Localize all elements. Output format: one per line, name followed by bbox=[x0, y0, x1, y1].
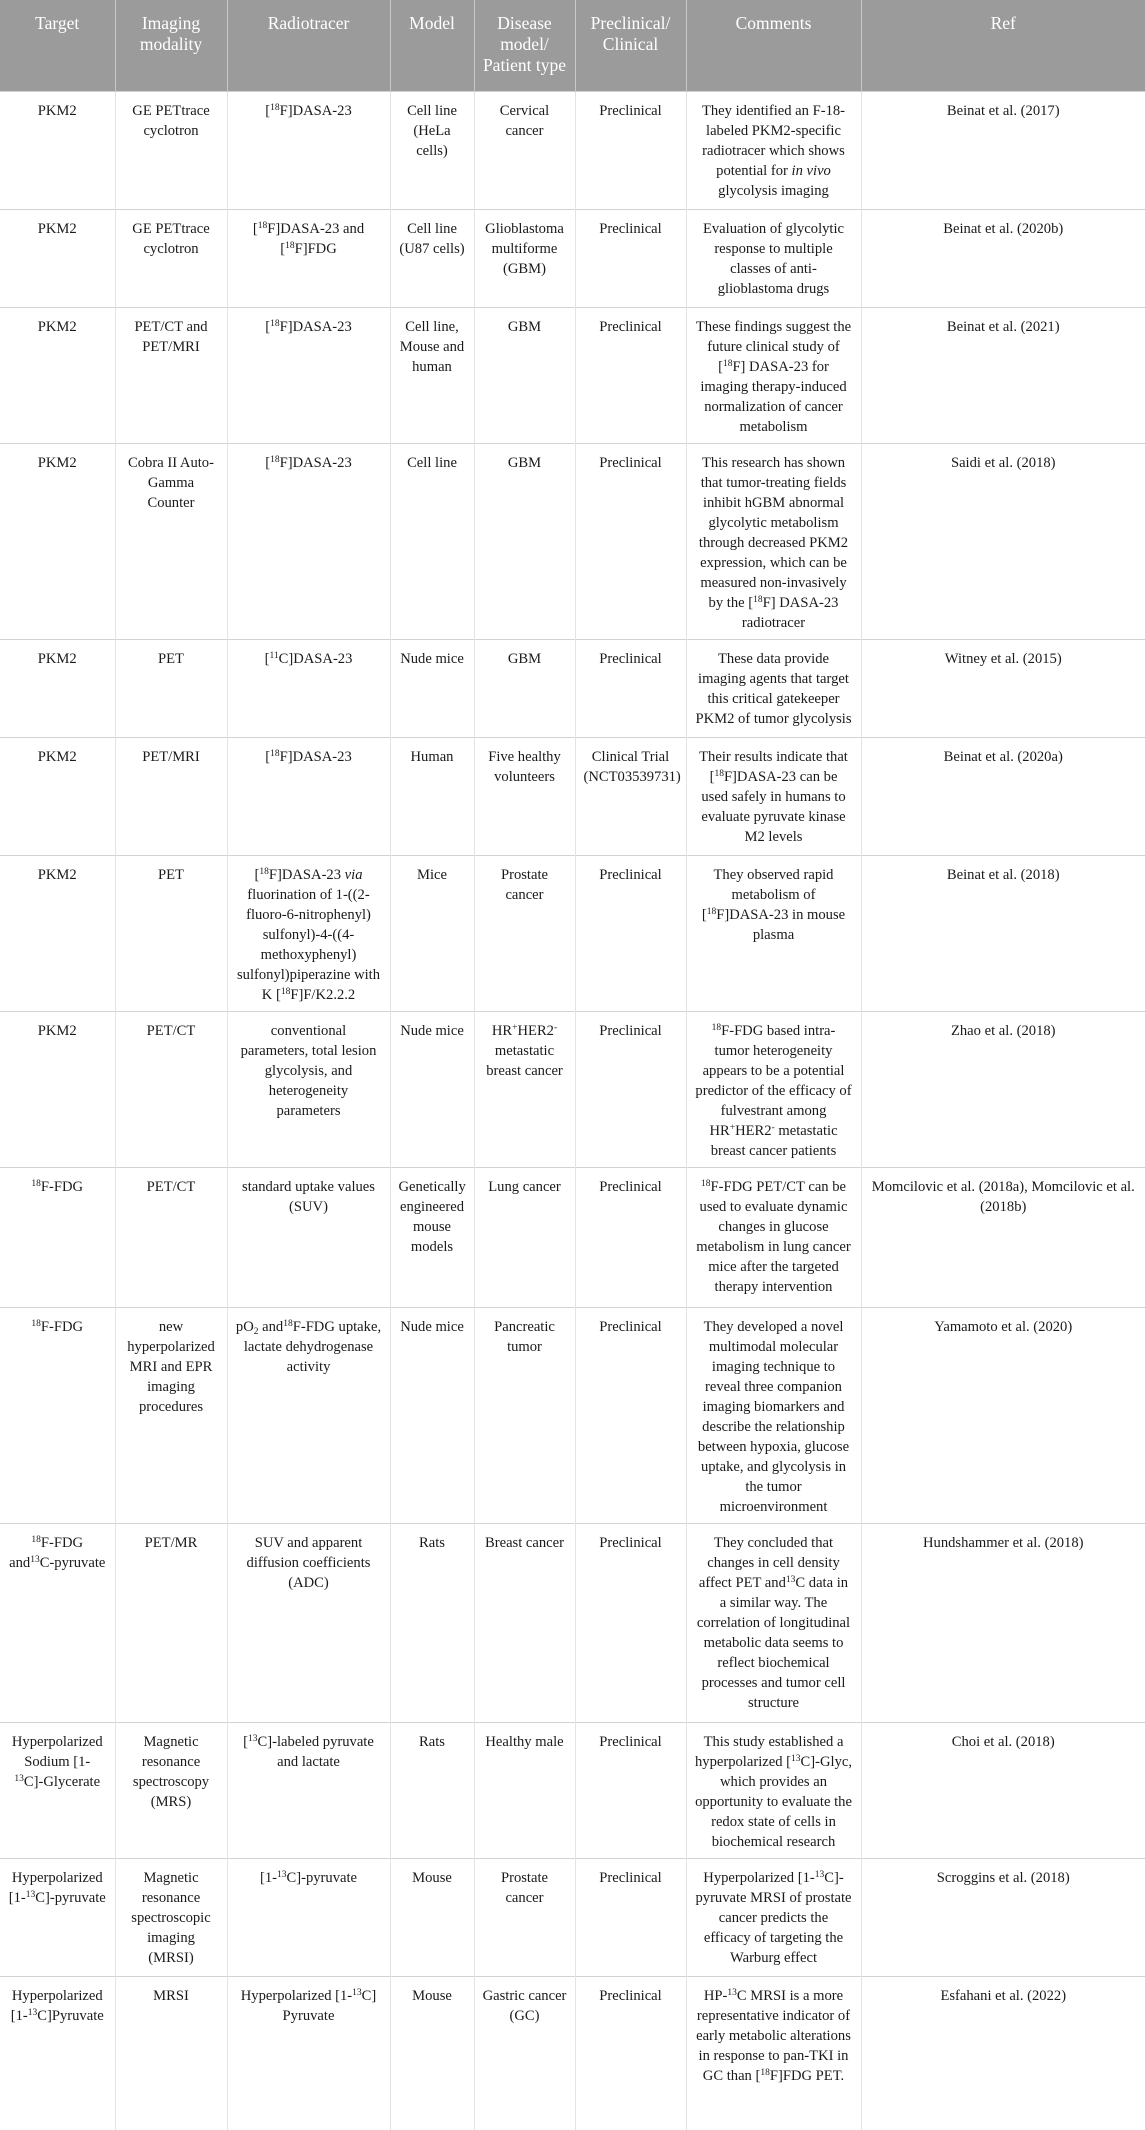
disease-model-cell: Cervical cancer bbox=[474, 91, 575, 209]
model-cell: Mouse bbox=[390, 1858, 474, 1976]
imaging-modality-cell: PET bbox=[115, 639, 227, 737]
reference-cell: Esfahani et al. (2022) bbox=[861, 1976, 1145, 2130]
reference-cell: Scroggins et al. (2018) bbox=[861, 1858, 1145, 1976]
target-cell: PKM2 bbox=[0, 639, 115, 737]
table-row bbox=[0, 1307, 1145, 1523]
comments-cell: These data provide imaging agents that target this critical gatekeeper PKM2 of tumor glycolysis bbox=[686, 639, 861, 737]
reference-cell: Yamamoto et al. (2020) bbox=[861, 1307, 1145, 1523]
comments-cell: They observed rapid metabolism of [$^{18}$F]DASA-23 in mouse plasma bbox=[686, 855, 861, 1011]
model-cell: Cell line (U87 cells) bbox=[390, 209, 474, 307]
radiotracer-cell: [$^{18}$F]DASA-23 via fluorination of 1-((2-fluoro-6-nitrophenyl) sulfonyl)-4-((4-methoxyphenyl) sulfonyl)piperazine with K [$^{18}$F]F/K2.2.2 bbox=[227, 855, 390, 1011]
radiotracer-cell: conventional parameters, total lesion glycolysis, and heterogeneity parameters bbox=[227, 1011, 390, 1167]
reference-cell: Choi et al. (2018) bbox=[861, 1722, 1145, 1858]
column-header: Disease model/ Patient type bbox=[474, 0, 575, 91]
radiotracer-cell: [$^{13}$C]-labeled pyruvate and lactate bbox=[227, 1722, 390, 1858]
target-cell: Hyperpolarized [1-$^{13}$C]Pyruvate bbox=[0, 1976, 115, 2130]
preclinical-clinical-cell: Preclinical bbox=[575, 1858, 686, 1976]
model-cell: Nude mice bbox=[390, 1011, 474, 1167]
table-row bbox=[0, 1167, 1145, 1307]
target-cell: PKM2 bbox=[0, 209, 115, 307]
target-cell: PKM2 bbox=[0, 307, 115, 443]
radiotracer-cell: [$^{18}$F]DASA-23 bbox=[227, 443, 390, 639]
table-row bbox=[0, 639, 1145, 737]
target-cell: PKM2 bbox=[0, 1011, 115, 1167]
imaging-modality-cell: GE PETtrace cyclotron bbox=[115, 209, 227, 307]
preclinical-clinical-cell: Preclinical bbox=[575, 1011, 686, 1167]
preclinical-clinical-cell: Preclinical bbox=[575, 91, 686, 209]
radiotracer-cell: standard uptake values (SUV) bbox=[227, 1167, 390, 1307]
disease-model-cell: Prostate cancer bbox=[474, 855, 575, 1011]
disease-model-cell: Glioblastoma multiforme (GBM) bbox=[474, 209, 575, 307]
model-cell: Nude mice bbox=[390, 639, 474, 737]
model-cell: Mouse bbox=[390, 1976, 474, 2130]
comments-cell: $^{18}$F-FDG based intra-tumor heterogeneity appears to be a potential predictor of the efficacy of fulvestrant among HR+HER2- metastatic breast cancer patients bbox=[686, 1011, 861, 1167]
preclinical-clinical-cell: Preclinical bbox=[575, 639, 686, 737]
comments-cell: They developed a novel multimodal molecular imaging technique to reveal three companion imaging biomarkers and describe the relationship between hypoxia, glucose uptake, and glycolysis in the tumor microenvironment bbox=[686, 1307, 861, 1523]
preclinical-clinical-cell: Preclinical bbox=[575, 1722, 686, 1858]
disease-model-cell: GBM bbox=[474, 443, 575, 639]
imaging-modality-cell: Magnetic resonance spectroscopic imaging (MRSI) bbox=[115, 1858, 227, 1976]
disease-model-cell: Healthy male bbox=[474, 1722, 575, 1858]
radiotracer-cell: [$^{18}$F]DASA-23 bbox=[227, 737, 390, 855]
comments-cell: Their results indicate that [$^{18}$F]DASA-23 can be used safely in humans to evaluate pyruvate kinase M2 levels bbox=[686, 737, 861, 855]
reference-cell: Saidi et al. (2018) bbox=[861, 443, 1145, 639]
column-header: Radiotracer bbox=[227, 0, 390, 91]
model-cell: Cell line, Mouse and human bbox=[390, 307, 474, 443]
radiotracer-cell: [$^{11}$C]DASA-23 bbox=[227, 639, 390, 737]
reference-cell: Beinat et al. (2020b) bbox=[861, 209, 1145, 307]
model-cell: Human bbox=[390, 737, 474, 855]
target-cell: PKM2 bbox=[0, 737, 115, 855]
imaging-modality-cell: new hyperpolarized MRI and EPR imaging procedures bbox=[115, 1307, 227, 1523]
target-cell: PKM2 bbox=[0, 91, 115, 209]
table-row bbox=[0, 1011, 1145, 1167]
table-row bbox=[0, 1976, 1145, 2130]
table-row bbox=[0, 1722, 1145, 1858]
header-row bbox=[0, 0, 1145, 91]
table-row bbox=[0, 443, 1145, 639]
column-header: Imaging modality bbox=[115, 0, 227, 91]
disease-model-cell: Pancreatic tumor bbox=[474, 1307, 575, 1523]
reference-cell: Hundshammer et al. (2018) bbox=[861, 1523, 1145, 1722]
radiotracer-cell: [1-$^{13}$C]-pyruvate bbox=[227, 1858, 390, 1976]
imaging-modality-cell: GE PETtrace cyclotron bbox=[115, 91, 227, 209]
table-header bbox=[0, 0, 1145, 91]
reference-cell: Beinat et al. (2021) bbox=[861, 307, 1145, 443]
table-row bbox=[0, 855, 1145, 1011]
model-cell: Nude mice bbox=[390, 1307, 474, 1523]
imaging-modality-cell: PET/CT bbox=[115, 1167, 227, 1307]
column-header: Comments bbox=[686, 0, 861, 91]
reference-cell: Beinat et al. (2017) bbox=[861, 91, 1145, 209]
preclinical-clinical-cell: Preclinical bbox=[575, 1976, 686, 2130]
disease-model-cell: GBM bbox=[474, 639, 575, 737]
preclinical-clinical-cell: Preclinical bbox=[575, 855, 686, 1011]
comments-cell: They identified an F-18-labeled PKM2-specific radiotracer which shows potential for in vivo glycolysis imaging bbox=[686, 91, 861, 209]
preclinical-clinical-cell: Preclinical bbox=[575, 209, 686, 307]
model-cell: Rats bbox=[390, 1523, 474, 1722]
table-row bbox=[0, 91, 1145, 209]
target-cell: $^{18}$F-FDG bbox=[0, 1307, 115, 1523]
model-cell: Cell line (HeLa cells) bbox=[390, 91, 474, 209]
imaging-modality-cell: PET/CT bbox=[115, 1011, 227, 1167]
reference-cell: Zhao et al. (2018) bbox=[861, 1011, 1145, 1167]
column-header: Ref bbox=[861, 0, 1145, 91]
target-cell: Hyperpolarized Sodium [1- $^{13}$C]-Glycerate bbox=[0, 1722, 115, 1858]
model-cell: Genetically engineered mouse models bbox=[390, 1167, 474, 1307]
imaging-modality-cell: MRSI bbox=[115, 1976, 227, 2130]
model-cell: Rats bbox=[390, 1722, 474, 1858]
table-row bbox=[0, 307, 1145, 443]
disease-model-cell: Lung cancer bbox=[474, 1167, 575, 1307]
target-cell: Hyperpolarized [1-$^{13}$C]-pyruvate bbox=[0, 1858, 115, 1976]
comments-cell: This study established a hyperpolarized [$^{13}$C]-Glyc, which provides an opportunity to evaluate the redox state of cells in biochemical research bbox=[686, 1722, 861, 1858]
imaging-modality-cell: PET/MRI bbox=[115, 737, 227, 855]
imaging-modality-cell: PET/CT and PET/MRI bbox=[115, 307, 227, 443]
table-row bbox=[0, 1523, 1145, 1722]
table-row bbox=[0, 1858, 1145, 1976]
comments-cell: HP-$^{13}$C MRSI is a more representative indicator of early metabolic alterations in response to pan-TKI in GC than [$^{18}$F]FDG PET. bbox=[686, 1976, 861, 2130]
disease-model-cell: GBM bbox=[474, 307, 575, 443]
preclinical-clinical-cell: Preclinical bbox=[575, 1523, 686, 1722]
imaging-modality-cell: Cobra II Auto-Gamma Counter bbox=[115, 443, 227, 639]
comments-cell: Evaluation of glycolytic response to multiple classes of anti-glioblastoma drugs bbox=[686, 209, 861, 307]
disease-model-cell: HR+HER2- metastatic breast cancer bbox=[474, 1011, 575, 1167]
comments-cell: This research has shown that tumor-treating fields inhibit hGBM abnormal glycolytic metabolism through decreased PKM2 expression, which can be measured non-invasively by the [$^{18}$F] DASA-23 radiotracer bbox=[686, 443, 861, 639]
reference-cell: Beinat et al. (2018) bbox=[861, 855, 1145, 1011]
comments-cell: They concluded that changes in cell density affect PET and$^{13}$C data in a similar way. The correlation of longitudinal metabolic data seems to reflect biochemical processes and tumor cell structure bbox=[686, 1523, 861, 1722]
reference-cell: Witney et al. (2015) bbox=[861, 639, 1145, 737]
model-cell: Cell line bbox=[390, 443, 474, 639]
imaging-modality-cell: PET bbox=[115, 855, 227, 1011]
radiotracer-cell: $pO_2$ and$^{18}$F-FDG uptake, lactate dehydrogenase activity bbox=[227, 1307, 390, 1523]
preclinical-clinical-cell: Clinical Trial (NCT03539731) bbox=[575, 737, 686, 855]
imaging-modality-cell: PET/MR bbox=[115, 1523, 227, 1722]
model-cell: Mice bbox=[390, 855, 474, 1011]
radiotracer-cell: [$^{18}$F]DASA-23 bbox=[227, 307, 390, 443]
radiotracer-cell: [$^{18}$F]DASA-23 bbox=[227, 91, 390, 209]
disease-model-cell: Gastric cancer (GC) bbox=[474, 1976, 575, 2130]
column-header: Preclinical/ Clinical bbox=[575, 0, 686, 91]
preclinical-clinical-cell: Preclinical bbox=[575, 1167, 686, 1307]
table-body bbox=[0, 91, 1145, 2130]
column-header: Target bbox=[0, 0, 115, 91]
target-cell: $^{18}$F-FDG and$^{13}$C-pyruvate bbox=[0, 1523, 115, 1722]
comments-cell: $^{18}$F-FDG PET/CT can be used to evaluate dynamic changes in glucose metabolism in lung cancer mice after the targeted therapy intervention bbox=[686, 1167, 861, 1307]
target-cell: PKM2 bbox=[0, 443, 115, 639]
reference-cell: Momcilovic et al. (2018a), Momcilovic et al. (2018b) bbox=[861, 1167, 1145, 1307]
target-cell: PKM2 bbox=[0, 855, 115, 1011]
radiotracer-cell: [$^{18}$F]DASA-23 and [$^{18}$F]FDG bbox=[227, 209, 390, 307]
reference-cell: Beinat et al. (2020a) bbox=[861, 737, 1145, 855]
column-header: Model bbox=[390, 0, 474, 91]
disease-model-cell: Prostate cancer bbox=[474, 1858, 575, 1976]
radiotracer-cell: Hyperpolarized [1-$^{13}$C] Pyruvate bbox=[227, 1976, 390, 2130]
preclinical-clinical-cell: Preclinical bbox=[575, 443, 686, 639]
disease-model-cell: Breast cancer bbox=[474, 1523, 575, 1722]
table-row bbox=[0, 737, 1145, 855]
imaging-modality-cell: Magnetic resonance spectroscopy (MRS) bbox=[115, 1722, 227, 1858]
preclinical-clinical-cell: Preclinical bbox=[575, 1307, 686, 1523]
target-cell: $^{18}$F-FDG bbox=[0, 1167, 115, 1307]
comments-cell: Hyperpolarized [1-$^{13}$C]-pyruvate MRSI of prostate cancer predicts the efficacy of targeting the Warburg effect bbox=[686, 1858, 861, 1976]
preclinical-clinical-cell: Preclinical bbox=[575, 307, 686, 443]
disease-model-cell: Five healthy volunteers bbox=[474, 737, 575, 855]
comments-cell: These findings suggest the future clinical study of [$^{18}$F] DASA-23 for imaging therapy-induced normalization of cancer metabolism bbox=[686, 307, 861, 443]
table-row bbox=[0, 209, 1145, 307]
radiotracer-cell: SUV and apparent diffusion coefficients (ADC) bbox=[227, 1523, 390, 1722]
